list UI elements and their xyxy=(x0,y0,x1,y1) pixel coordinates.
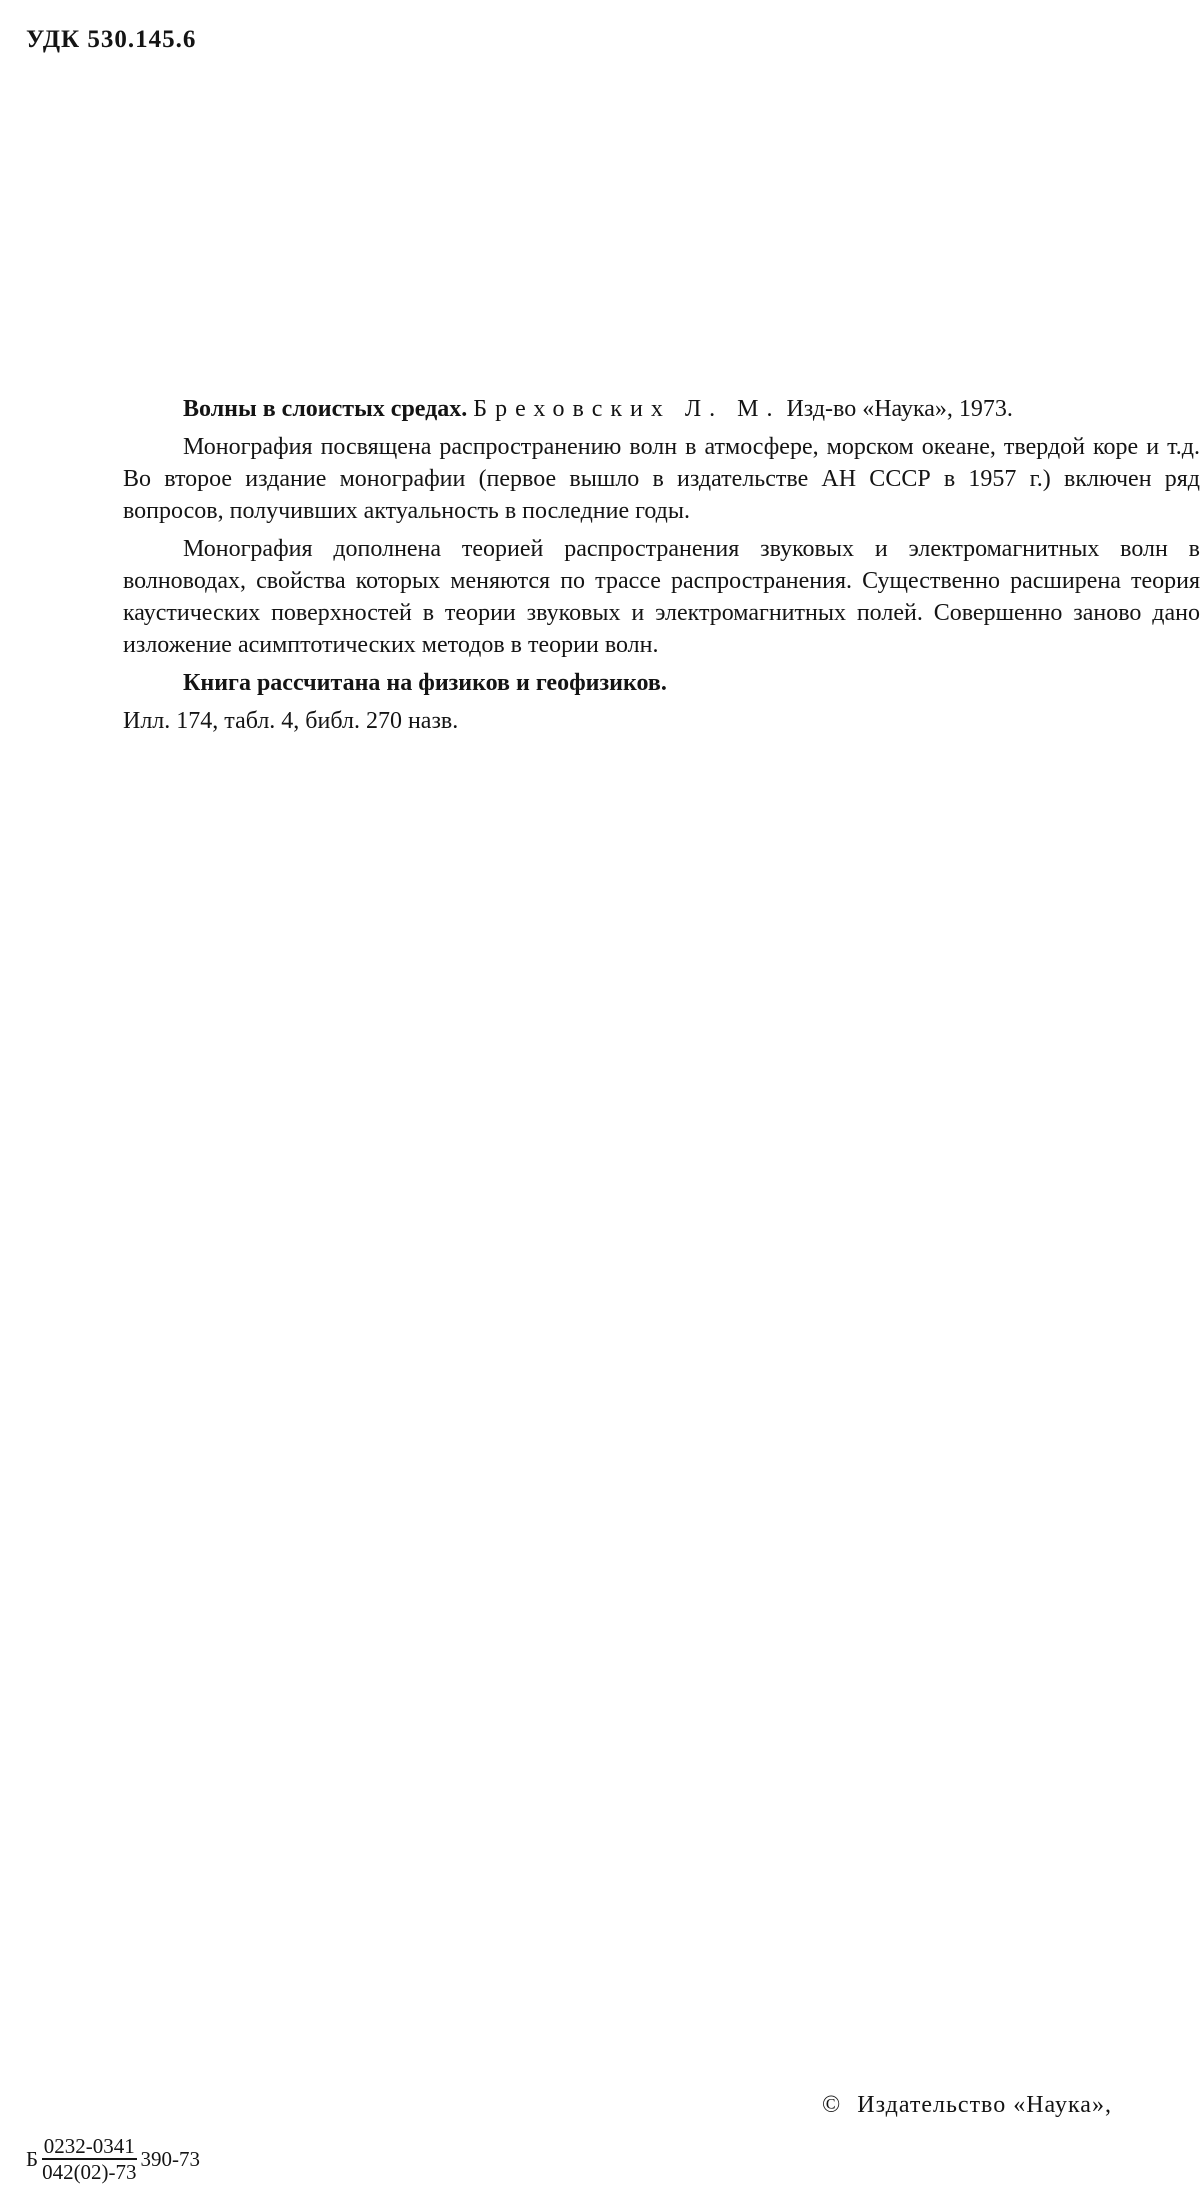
illustration-stats: Илл. 174, табл. 4, библ. 270 назв. xyxy=(123,708,459,734)
copyright-publisher: Издательство «Наука», xyxy=(857,2092,1112,2118)
udk-code: УДК 530.145.6 xyxy=(26,26,197,53)
code-fraction xyxy=(40,2135,138,2183)
code-denominator: 042(02)-73 xyxy=(42,2160,137,2184)
author-name: Бреховских Л. М. xyxy=(473,396,781,422)
bibliographic-entry xyxy=(123,393,1200,425)
abstract-paragraph-2: Монография дополнена теорией распространения звуковых и электромагнитных волн в волноводах, свойства которых меняются по трассе распространения. Существенно расширена теория каустических поверхностей в теории звуковых и электромагнитных полей. Совершенно заново дано изложение асимптотических методов в теории волн. xyxy=(123,536,1200,658)
copyright-line xyxy=(822,2092,1112,2119)
book-title: Волны в слоистых средах. xyxy=(183,396,468,422)
publication-code xyxy=(26,2135,200,2183)
publisher-year: Изд-во «Наука», 1973. xyxy=(786,396,1013,422)
abstract-paragraph-1: Монография посвящена распространению волн в атмосфере, морском океане, твердой коре и т.д. Во второе издание монографии (первое вышло в издательстве АН СССР в 1957 г.) включен ряд вопросов, получивших актуальность в последние годы. xyxy=(123,434,1200,524)
code-suffix: 390-73 xyxy=(140,2146,201,2171)
copyright-icon: © xyxy=(822,2092,842,2118)
annotation-block xyxy=(123,393,1200,737)
audience-note: Книга рассчитана на физиков и геофизиков. xyxy=(183,670,667,696)
code-prefix: Б xyxy=(26,2146,39,2171)
code-numerator: 0232-0341 xyxy=(43,2134,135,2158)
